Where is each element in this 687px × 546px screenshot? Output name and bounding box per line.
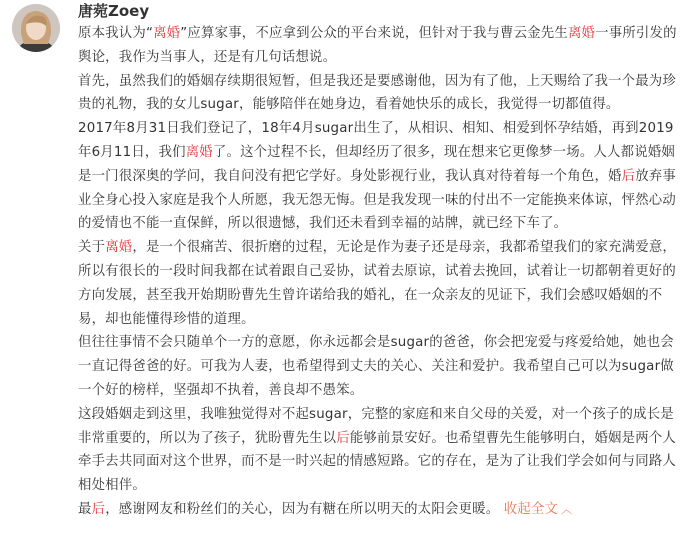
post-text: 关于 xyxy=(78,240,106,256)
post-text: 首先，虽然我们的婚姻存续期很短暂，但是我还是要感谢他，因为有了他，上天赐给了我一个最为珍贵的礼物，我的女儿sugar，能够陪伴在她身边，看着她快乐的成长，我觉得一切都值得。 xyxy=(78,73,676,113)
post-text: 原本我认为“ xyxy=(78,26,154,41)
chevron-up-icon: ︿ xyxy=(561,502,573,516)
post-paragraph xyxy=(78,498,678,522)
post-text: 放弃事业全身心投入家庭是我个人所愿，我无怨无悔。但是我发现一味的付出不一定能换来体谅，怦然心动的爱情也不能一直保鲜，所以很遗憾，我们还未看到幸福的站牌，就已经下车了。 xyxy=(78,168,676,232)
post-text: 2017年8月31日我们登记了，18年4月sugar出生了，从相识、相知、相爱到怀孕结婚，再到2019年6月11日，我们 xyxy=(78,121,674,160)
avatar[interactable] xyxy=(12,4,60,52)
post-paragraph xyxy=(78,331,678,402)
post-content xyxy=(78,22,678,522)
highlighted-keyword: 离婚 xyxy=(185,144,213,160)
highlighted-keyword: 离婚 xyxy=(567,26,596,41)
post-text: 了。这个过程不长，但却经历了很多，现在想来它更像梦一场。人人都说婚姻是一门很深奥的学问，我自问没有把它学好。身处影视行业，我认真对待着每一个角色，婚 xyxy=(78,144,675,184)
collapse-text-label: 收起全文 xyxy=(503,501,559,517)
post-text: 但往往事情不会只随单个一方的意愿，你永远都会是sugar的爸爸，你会把宠爱与疼爱给她，她也会一直记得爸爸的好。可我为人妻，也希望得到丈夫的关心、关注和爱护。我希望自己可以为sugar做一个好的榜样，坚强却不执着，善良却不愚笨。 xyxy=(78,335,674,398)
post-paragraph xyxy=(78,403,678,498)
post-paragraph xyxy=(78,70,678,118)
post-text: 最 xyxy=(78,501,92,517)
avatar-image xyxy=(12,4,60,52)
post-paragraph xyxy=(78,236,678,331)
highlighted-keyword: 离婚 xyxy=(153,26,181,41)
collapse-text-link[interactable] xyxy=(504,502,573,517)
post-text: ”应算家事，不应拿到公众的平台来说，但针对于我与曹云金先生 xyxy=(180,26,568,41)
post-text: ，是一个很痛苦、很折磨的过程，无论是作为妻子还是母亲，我都希望我们的家充满爱意，所以有很长的一段时间我都在试着跟自己妥协，试着去原谅，试着去挽回，试着让一切都朝着更好的方向发展，甚至我开始期盼曹先生曾许诺给我的婚礼，在一众亲友的见证下，我们会感叹婚姻的不易，却也能懂得珍惜的道理。 xyxy=(78,240,676,327)
post-text: 能够前景安好。也希望曹先生能够明白，婚姻是两个人牵手去共同面对这个世界，而不是一时兴起的情感短路。它的存在，是为了让我们学会如何与同路人相处相伴。 xyxy=(78,430,677,494)
highlighted-keyword: 后 xyxy=(336,430,350,446)
highlighted-keyword: 后 xyxy=(91,501,106,517)
post-text: ，感谢网友和粉丝们的关心，因为有糖在所以明天的太阳会更暖。 xyxy=(105,501,504,517)
post-text: 这段婚姻走到这里，我唯独觉得对不起sugar，完整的家庭和来自父母的关爱，对一个孩子的成长是非常重要的，所以为了孩子，犹盼曹先生以 xyxy=(78,406,674,446)
post-text: 一事所引发的舆论，我作为当事人，还是有几句话想说。 xyxy=(78,26,677,65)
post-paragraph xyxy=(78,117,678,236)
post-paragraph xyxy=(78,22,678,70)
highlighted-keyword: 后 xyxy=(621,168,636,184)
highlighted-keyword: 离婚 xyxy=(105,240,133,256)
author-name[interactable]: 唐菀Zoey xyxy=(78,2,150,20)
